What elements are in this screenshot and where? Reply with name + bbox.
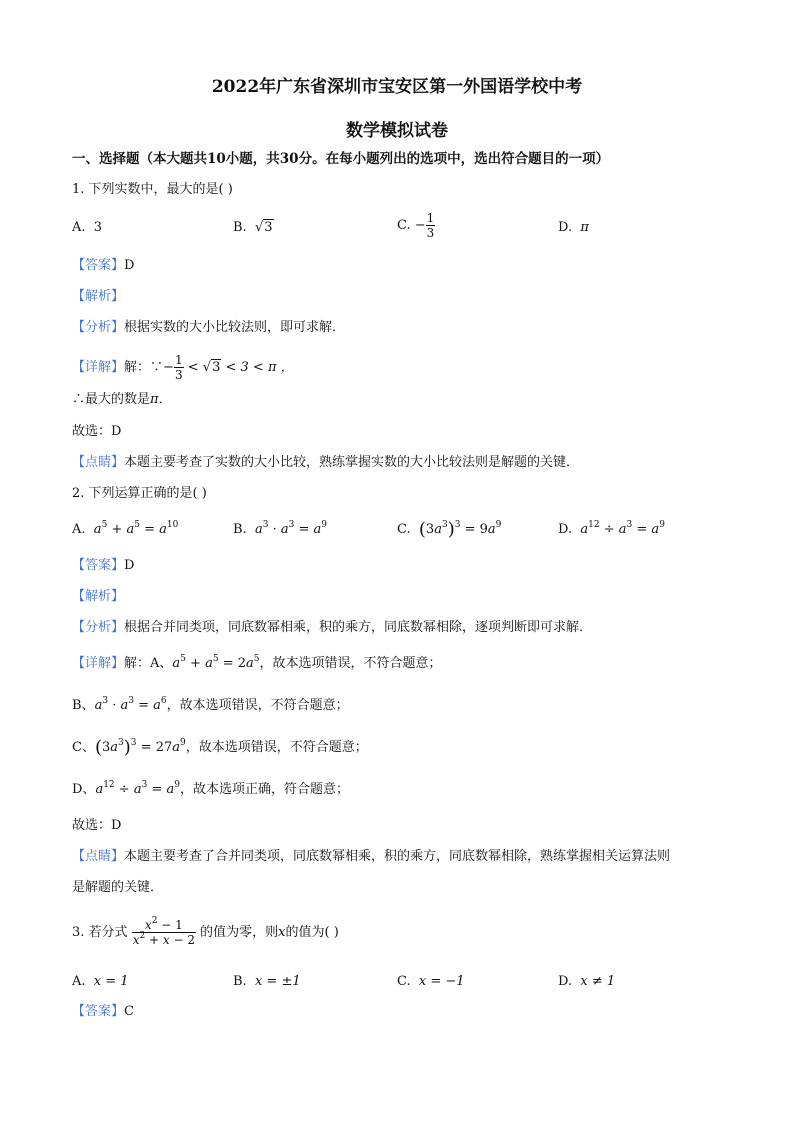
q2-choose: 故选：D — [72, 818, 122, 833]
q3-option-d: D. x ≠ 1 — [558, 974, 616, 989]
q1-option-a: A. 3 — [72, 220, 103, 235]
page-title: 2022年广东省深圳市宝安区第一外国语学校中考 — [211, 77, 583, 97]
q1-choose: 故选：D — [72, 424, 122, 439]
q2-detail-d: D、$a^{12} \div a^3 = a^9$，故本选项正确，符合题意； — [72, 780, 350, 797]
q2-detail-a: 【详解】解：A、$a^5 + a^5 = 2a^5$，故本选项错误，不符合题意； — [72, 654, 442, 671]
q3-option-c: C. x = −1 — [397, 974, 465, 989]
q2-option-a: A. $a^5 + a^5 = a^{10}$ — [72, 520, 179, 537]
q2-comment: 【点睛】本题主要考查了合并同类项，同底数幂相乘，积的乘方，同底数幂相除，熟练掌握相关运算法则 — [72, 849, 671, 864]
q2-analysis-tag: 【解析】 — [72, 589, 125, 604]
q2-fenxi: 【分析】根据合并同类项，同底数幂相乘，积的乘方，同底数幂相除，逐项判断即可求解． — [72, 620, 593, 635]
section-heading: 一、选择题（本大题共10小题，共30分。在每小题列出的选项中，选出符合题目的一项） — [72, 151, 610, 167]
q2-option-c: C. $(3a^3)^3 = 9a^9$ — [397, 519, 502, 540]
q2-comment-cont: 是解题的关键． — [72, 880, 164, 895]
q3-option-a: A. x = 1 — [72, 974, 129, 989]
question-1-stem: 1. 下列实数中，最大的是( ) — [72, 182, 233, 197]
q1-fenxi: 【分析】根据实数的大小比较法则，即可求解． — [72, 320, 346, 335]
q1-answer: 【答案】D — [72, 258, 135, 273]
q1-comment: 【点睛】本题主要考查了实数的大小比较，熟练掌握实数的大小比较法则是解题的关键． — [72, 455, 580, 470]
question-3-stem: 3. 若分式 $\frac{x^2 - 1}{x^2 + x - 2}$ 的值为零，则x的值为( ) — [72, 916, 339, 947]
q1-analysis-tag: 【解析】 — [72, 289, 125, 304]
q2-option-d: D. $a^{12} \div a^3 = a^9$ — [558, 520, 665, 537]
q1-option-c: C. − $\frac{1}{3}$ — [397, 211, 435, 240]
q2-option-b: B. $a^3 \cdot a^3 = a^9$ — [233, 520, 328, 537]
question-2-stem: 2. 下列运算正确的是( ) — [72, 486, 207, 501]
q1-conclusion: ∴最大的数是π． — [72, 392, 172, 407]
q3-answer: 【答案】C — [72, 1004, 134, 1019]
q3-option-b: B. x = ±1 — [233, 974, 301, 989]
q1-option-d: D. π — [558, 220, 589, 235]
q2-detail-c: C、$(3a^3)^3 = 27a^9$，故本选项错误，不符合题意； — [72, 737, 368, 758]
q1-detail: 【详解】解：∵− $\frac{1}{3}$ < √3 < 3 < π ， — [72, 353, 294, 382]
q1-option-b: B. √3 — [233, 220, 273, 235]
q2-detail-b: B、$a^3 \cdot a^3 = a^6$，故本选项错误，不符合题意； — [72, 696, 349, 713]
page-subtitle: 数学模拟试卷 — [346, 121, 448, 141]
q2-answer: 【答案】D — [72, 558, 135, 573]
